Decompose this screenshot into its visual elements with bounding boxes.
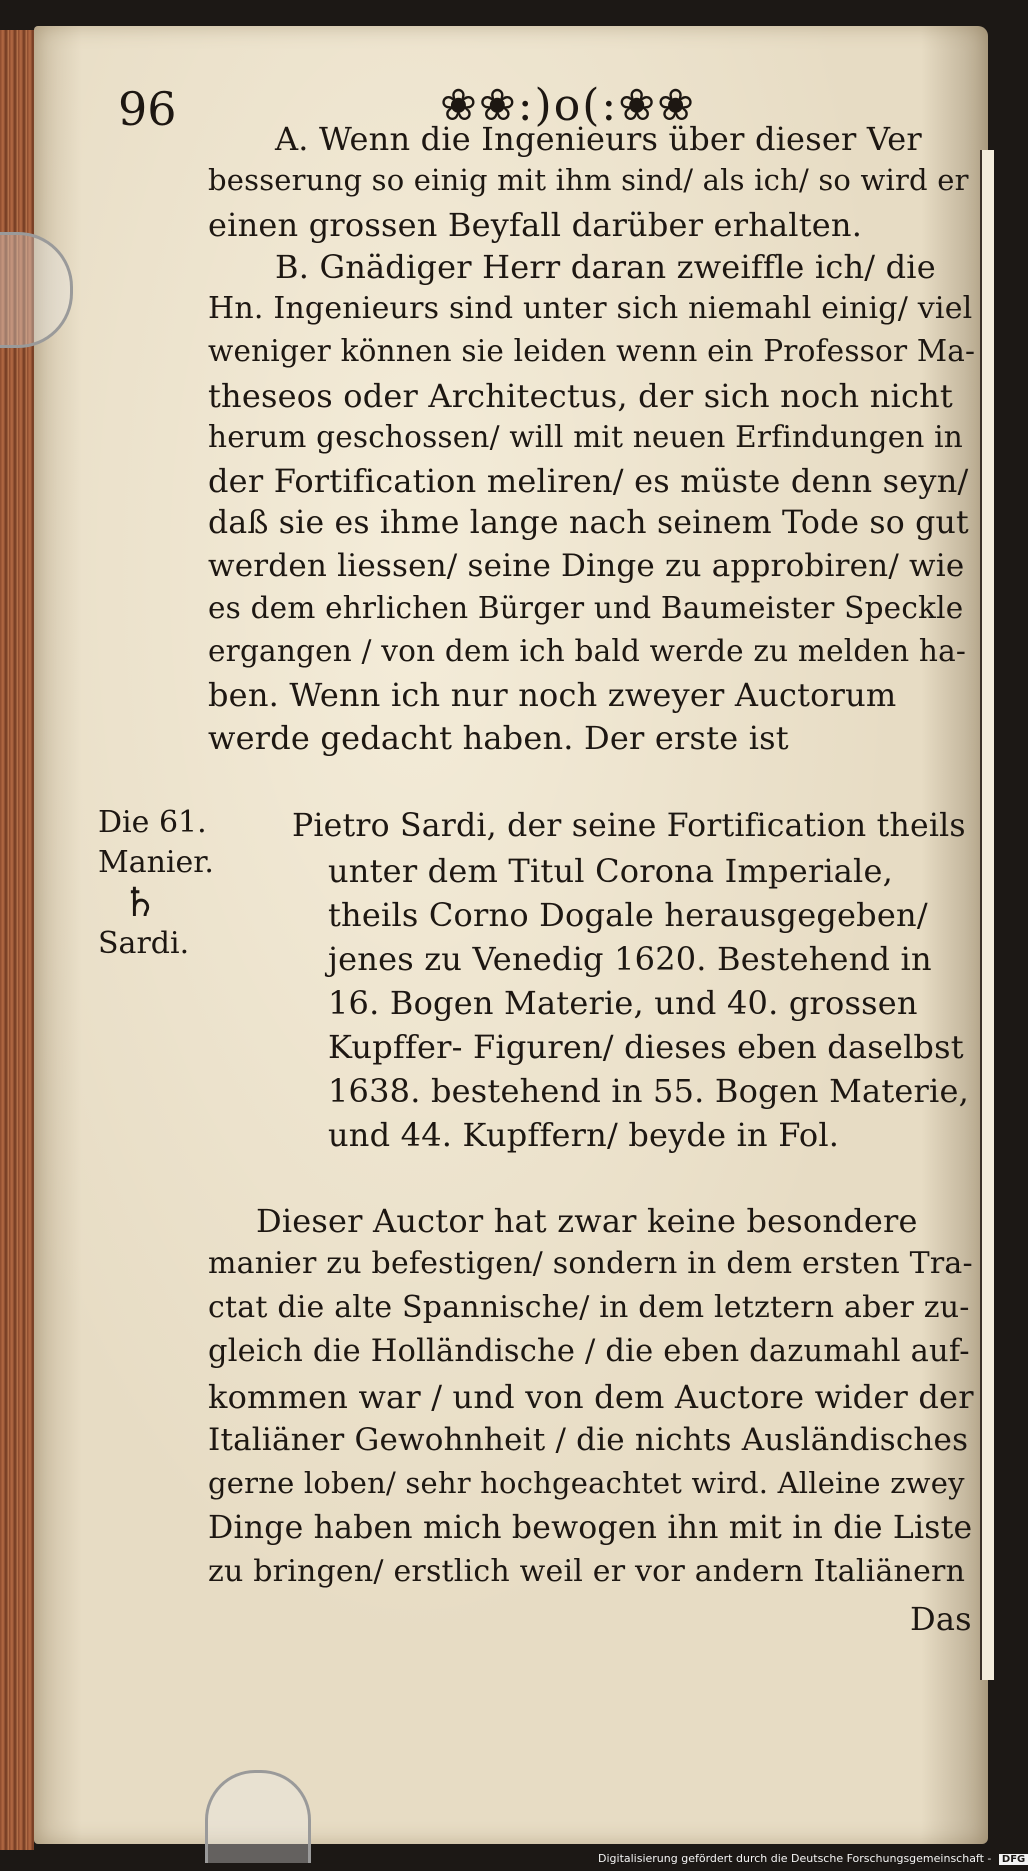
text-line: theseos oder Architectus, der sich noch nicht — [208, 377, 953, 415]
text-line: ctat die alte Spannische/ in dem letztern aber zu- — [208, 1290, 970, 1325]
text-line: B. Gnädiger Herr daran zweiffle ich/ die — [275, 248, 936, 286]
digitization-credit — [598, 1852, 1028, 1865]
text-line: A. Wenn die Ingenieurs über dieser Ver — [275, 120, 922, 158]
catchword: Das — [910, 1600, 972, 1638]
text-line: weniger können sie leiden wenn ein Professor Ma- — [208, 334, 976, 368]
next-page-edge — [980, 150, 994, 1680]
text-line: zu bringen/ erstlich weil er vor andern Italiänern — [208, 1554, 966, 1589]
margin-note-manier: Manier. — [98, 845, 214, 880]
sardi-entry-line: jenes zu Venedig 1620. Bestehend in — [328, 940, 932, 978]
saturn-symbol-icon: ♄ — [122, 880, 158, 926]
text-line: kommen war / und von dem Auctore wider der — [208, 1378, 974, 1416]
header-ornament: ❀❀:)o(:❀❀ — [440, 80, 696, 131]
sardi-entry-line: 1638. bestehend in 55. Bogen Materie, — [328, 1072, 969, 1110]
text-line: ergangen / von dem ich bald werde zu melden ha- — [208, 634, 967, 668]
sardi-entry-line: Kupffer- Figuren/ dieses eben daselbst — [328, 1028, 964, 1066]
text-line: Dinge haben mich bewogen ihn mit in die Liste — [208, 1510, 973, 1546]
text-line: Hn. Ingenieurs sind unter sich niemahl einig/ viel — [208, 291, 973, 326]
text-line: gerne loben/ sehr hochgeachtet wird. Alleine zwey — [208, 1466, 965, 1500]
text-line: einen grossen Beyfall darüber erhalten. — [208, 206, 863, 244]
text-line: werden liessen/ seine Dinge zu approbiren/ wie — [208, 548, 965, 584]
margin-note-sardi: Sardi. — [98, 926, 190, 961]
text-line: gleich die Holländische / die eben dazumahl auf- — [208, 1334, 970, 1369]
page-clip-bottom — [205, 1770, 311, 1863]
dfg-logo: DFG — [999, 1854, 1028, 1865]
text-line: daß sie es ihme lange nach seinem Tode so gut — [208, 505, 969, 541]
page-number: 96 — [118, 82, 177, 136]
text-line: ben. Wenn ich nur noch zweyer Auctorum — [208, 676, 897, 714]
text-line: werde gedacht haben. Der erste ist — [208, 719, 789, 757]
text-line: es dem ehrlichen Bürger und Baumeister Speckle — [208, 591, 964, 625]
text-line: besserung so einig mit ihm sind/ als ich/ so wird er — [208, 163, 969, 197]
sardi-entry-line: 16. Bogen Materie, und 40. grossen — [328, 984, 918, 1022]
sardi-entry-line: Pietro Sardi, der seine Fortification theils — [292, 808, 966, 844]
text-line: der Fortification meliren/ es müste denn seyn/ — [208, 462, 969, 500]
credit-text: Digitalisierung gefördert durch die Deutsche Forschungsgemeinschaft - — [598, 1852, 992, 1865]
margin-note-number: Die 61. — [98, 805, 207, 840]
text-line: manier zu befestigen/ sondern in dem ersten Tra- — [208, 1246, 973, 1281]
text-line: Dieser Auctor hat zwar keine besondere — [256, 1202, 918, 1240]
text-line: Italiäner Gewohnheit / die nichts Ausländisches — [208, 1422, 969, 1458]
text-line: herum geschossen/ will mit neuen Erfindungen in — [208, 420, 964, 454]
sardi-entry-line: unter dem Titul Corona Imperiale, — [328, 852, 894, 890]
sardi-entry-line: und 44. Kupffern/ beyde in Fol. — [328, 1116, 840, 1154]
sardi-entry-line: theils Corno Dogale herausgegeben/ — [328, 896, 928, 934]
